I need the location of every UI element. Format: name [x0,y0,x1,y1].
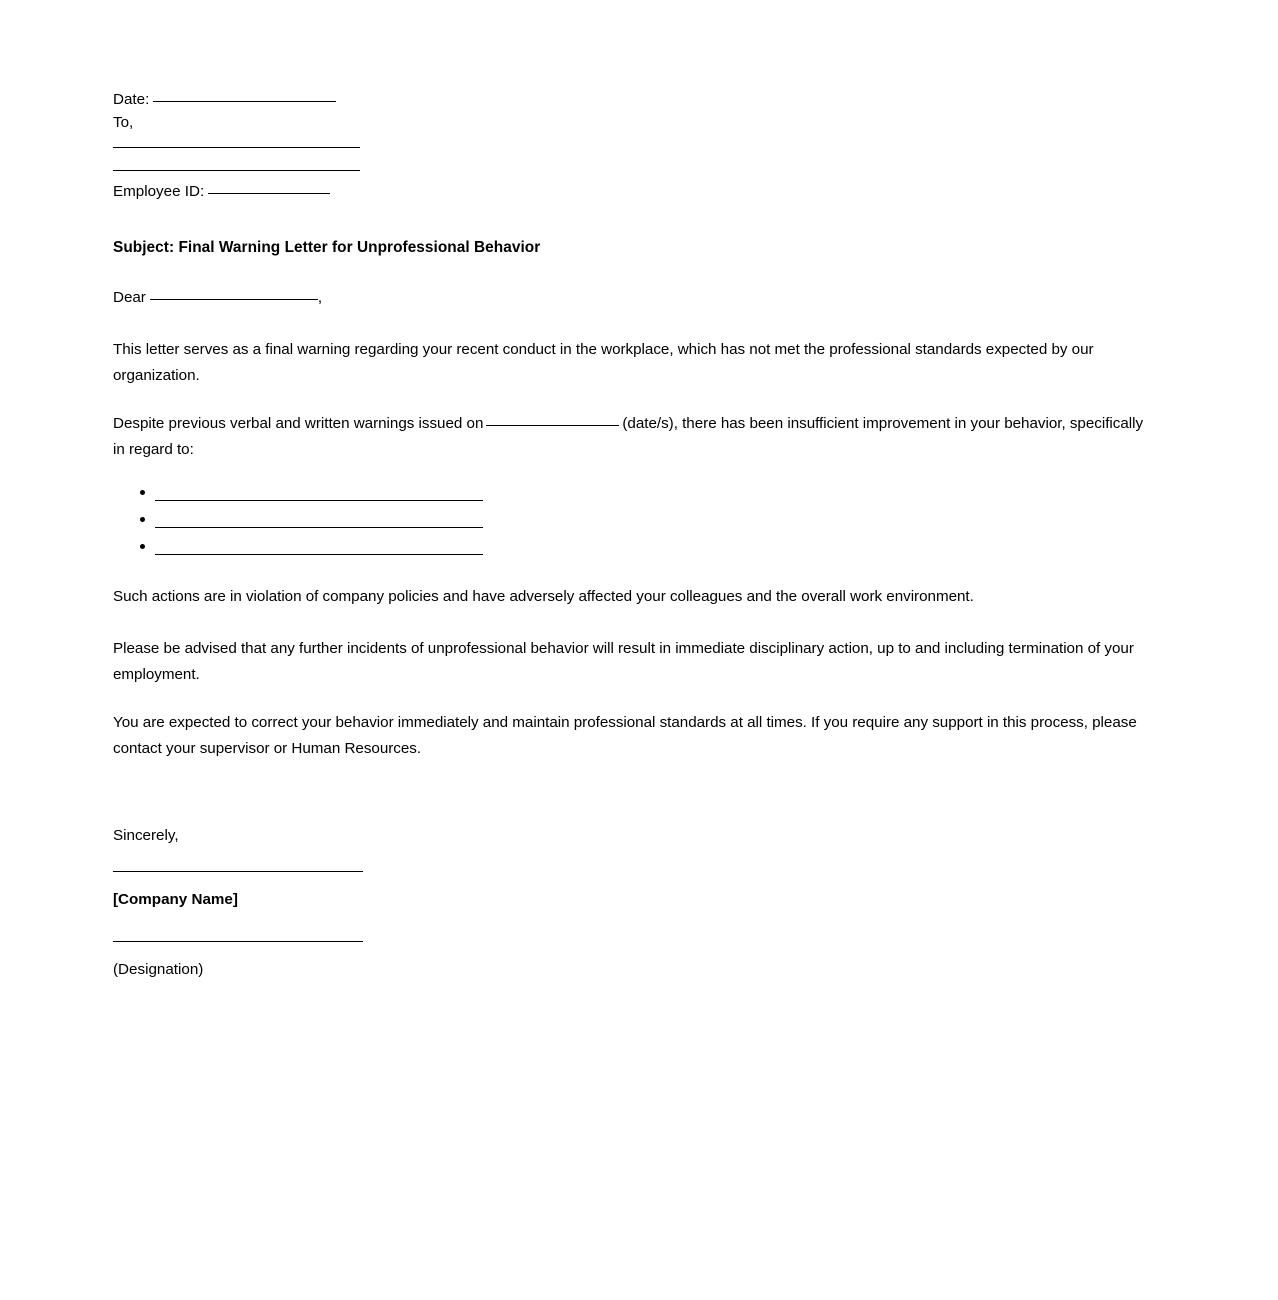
paragraph-policy-violation: Such actions are in violation of company policies and have adversely affected your colleagues and the overall work environment. [113,588,974,605]
date-input-blank[interactable] [153,101,336,102]
company-name-placeholder: [Company Name] [113,891,238,908]
spacer-before-paragraph-4 [113,610,1159,636]
bullet-write-in-blank[interactable] [155,554,483,555]
warning-dates-blank[interactable] [486,425,619,426]
spacer-before-signature-line-1 [113,847,1159,871]
recipient-name-blank[interactable] [150,299,318,300]
spacer-before-paragraph-3 [113,560,1159,584]
spacer-before-paragraph-1 [113,311,1159,337]
spacer-before-bullets [113,463,1159,479]
spacer-before-salutation [113,259,1159,285]
date-row [113,88,1159,111]
to-label: To, [113,114,134,131]
spacer-before-signature [113,762,1159,824]
designation-placeholder: (Designation) [113,961,204,978]
paragraph-expectations: You are expected to correct your behavior immediately and maintain professional standards at all times. If you require any support in this process, please contact your supervisor or Human Resources. [113,714,1137,757]
paragraph-previous-warnings [113,411,1159,463]
list-item[interactable] [113,533,1159,560]
closing-salutation: Sincerely, [113,827,179,844]
bullet-dot-icon [140,490,145,495]
address-line-2-row [113,157,1159,180]
address-line-2-blank[interactable] [113,170,360,171]
behavior-issues-list [113,479,1159,560]
spacer-before-signature-line-2 [113,911,1159,941]
spacer-before-paragraph-5 [113,688,1159,710]
salutation-comma: , [317,289,323,306]
address-line-1-row [113,134,1159,157]
address-line-1-blank[interactable] [113,147,360,148]
list-item[interactable] [113,506,1159,533]
bullet-write-in-blank[interactable] [155,500,483,501]
list-item[interactable] [113,479,1159,506]
spacer-before-paragraph-2 [113,389,1159,411]
letter-body [113,88,1159,981]
letter-header-block [113,88,1159,203]
spacer-after-signature-line-1 [113,872,1159,888]
paragraph-2-text-before-blank: Despite previous verbal and written warnings issued on [113,415,484,432]
employee-id-row [113,180,1159,203]
employee-id-label: Employee ID: [113,183,205,200]
spacer-before-subject [113,203,1159,237]
paragraph-2-text-after-blank: (date/s), there has been insufficient improvement in your behavior, specifically in regard to: [113,415,1144,458]
paragraph-disciplinary-notice: Please be advised that any further incidents of unprofessional behavior will result in immediate disciplinary action, up to and including termination of your employment. [113,640,1134,683]
subject-line: Subject: Final Warning Letter for Unprofessional Behavior [113,239,541,256]
bullet-write-in-blank[interactable] [155,527,483,528]
salutation-row [113,285,1159,311]
salutation-greeting: Dear [113,289,146,306]
bullet-dot-icon [140,517,145,522]
date-label: Date: [113,91,150,108]
paragraph-opening: This letter serves as a final warning regarding your recent conduct in the workplace, which has not met the professional standards expected by our organization. [113,341,1094,384]
to-row [113,111,1159,134]
spacer-after-signature-line-2 [113,942,1159,958]
employee-id-input-blank[interactable] [208,193,330,194]
bullet-dot-icon [140,544,145,549]
signature-block [113,824,1159,981]
